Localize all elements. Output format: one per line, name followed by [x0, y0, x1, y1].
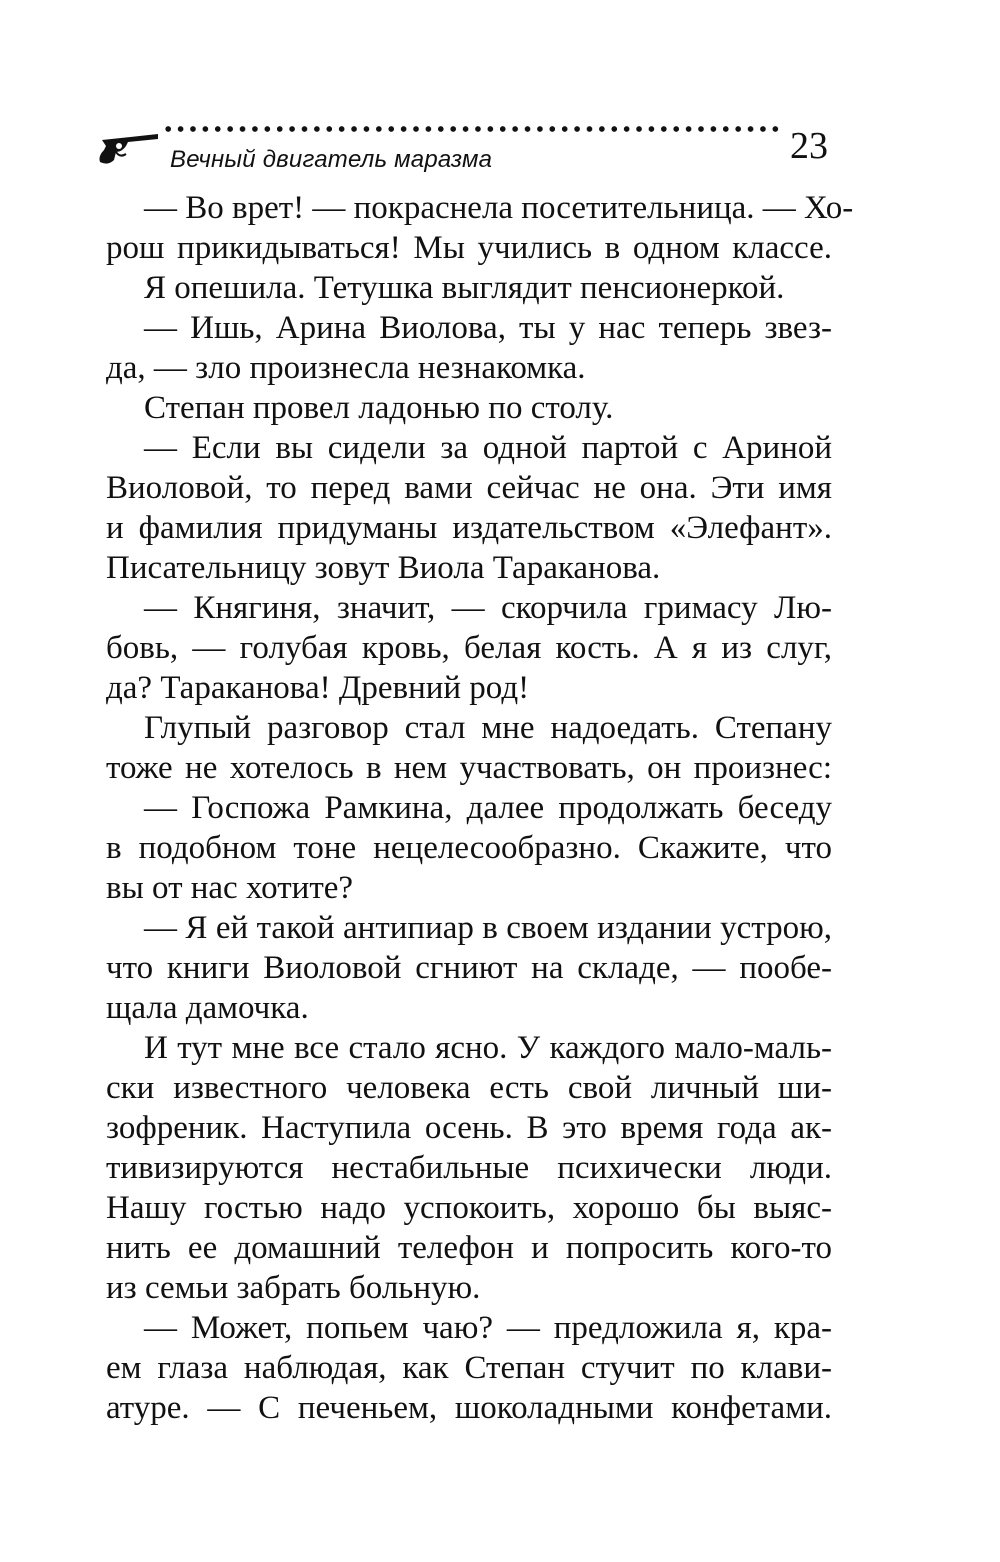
text-line: — Княгиня, значит, — скорчила гримасу Лю- [144, 590, 832, 626]
text-line: да? Тараканова! Древний род! [106, 670, 530, 706]
text-line: что книги Виоловой сгниют на складе, — пообе- [106, 950, 832, 986]
text-line: Нашу гостью надо успокоить, хорошо бы выяс- [106, 1190, 832, 1226]
text-line: нить ее домашний телефон и попросить кого-то [106, 1230, 832, 1266]
text-line: зофреник. Наступила осень. В это время года ак- [106, 1110, 832, 1146]
text-line: ски известного человека есть свой личный ши- [106, 1070, 832, 1106]
text-line: в подобном тоне нецелесообразно. Скажите, что [106, 830, 832, 866]
running-title: Вечный двигатель маразма [170, 146, 493, 173]
text-line: Степан провел ладонью по столу. [144, 390, 614, 426]
text-line: вы от нас хотите? [106, 870, 354, 906]
text-line: рош прикидываться! Мы учились в одном классе. [106, 230, 832, 266]
text-line: Писательницу зовут Виола Тараканова. [106, 550, 661, 586]
text-line: — Во врет! — покраснела посетительница. — Хо- [144, 190, 854, 226]
text-line: щала дамочка. [106, 990, 309, 1026]
text-line: да, — зло произнесла незнакомка. [106, 350, 586, 386]
header-dotted-rule [162, 122, 782, 136]
text-line: — Может, попьем чаю? — предложила я, кра- [144, 1310, 832, 1346]
text-line: Я опешила. Тетушка выглядит пенсионеркой. [144, 270, 785, 306]
text-line: — Ишь, Арина Виолова, ты у нас теперь звез- [144, 310, 832, 346]
text-line: и фамилия придуманы издательством «Элефант». [106, 510, 832, 546]
body-text [106, 188, 854, 1428]
text-line: ем глаза наблюдая, как Степан стучит по клави- [106, 1350, 832, 1386]
text-line: — Я ей такой антипиар в своем издании устрою, [144, 910, 832, 946]
text-line: тоже не хотелось в нем участвовать, он произнес: [106, 750, 832, 786]
text-line: — Если вы сидели за одной партой с Ариной [144, 430, 832, 466]
page-header [98, 118, 838, 180]
text-line: — Госпожа Рамкина, далее продолжать беседу [144, 790, 832, 826]
text-line: Виоловой, то перед вами сейчас не она. Эти имя [106, 470, 832, 506]
revolver-icon [98, 126, 160, 166]
page-number: 23 [790, 125, 828, 167]
text-line: Глупый разговор стал мне надоедать. Степану [144, 710, 832, 746]
text-line: тивизируются нестабильные психически люди. [106, 1150, 832, 1186]
text-line: бовь, — голубая кровь, белая кость. А я из слуг, [106, 630, 832, 666]
text-line: из семьи забрать больную. [106, 1270, 481, 1306]
text-line: И тут мне все стало ясно. У каждого мало-маль- [144, 1030, 832, 1066]
text-line: атуре. — С печеньем, шоколадными конфетами. [106, 1390, 832, 1426]
